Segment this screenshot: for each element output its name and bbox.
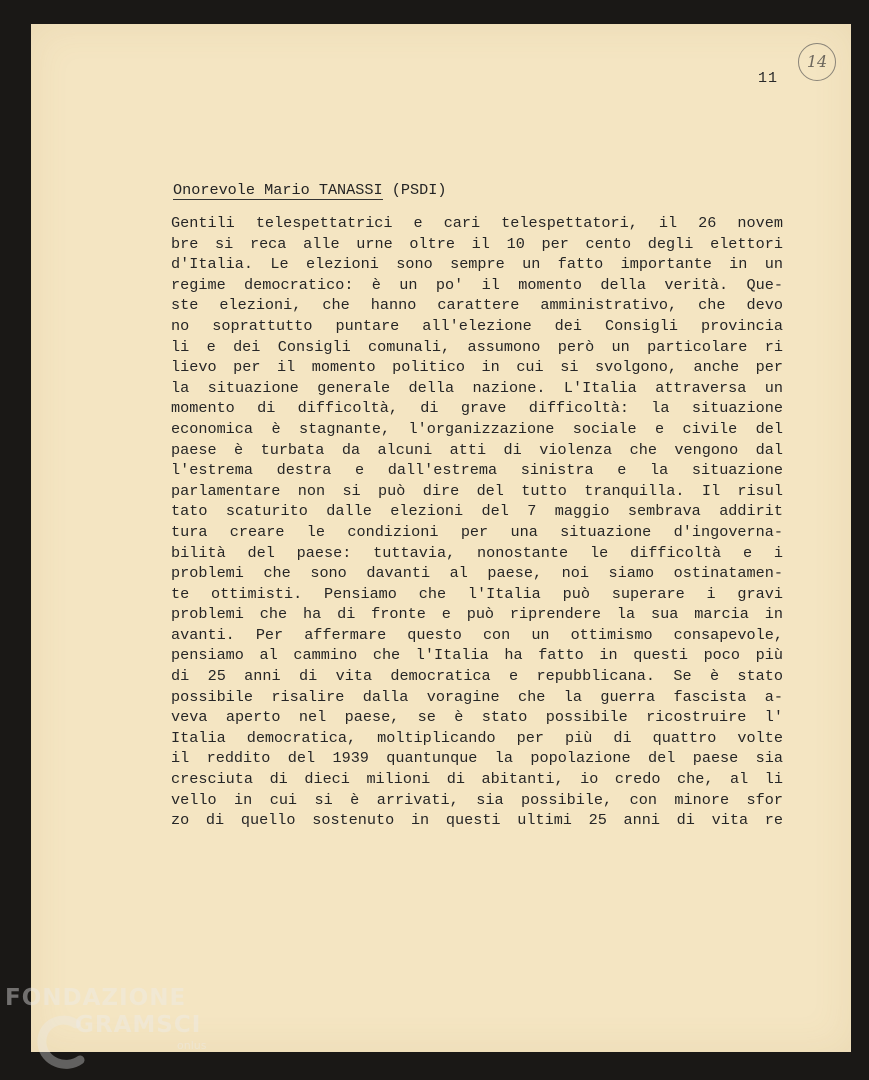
speaker-party: (PSDI) bbox=[391, 181, 447, 199]
speech-line: economica è stagnante, l'organizzazione sociale e civile del bbox=[171, 419, 783, 438]
speech-line: te ottimisti. Pensiamo che l'Italia può superare i gravi bbox=[171, 584, 783, 603]
speech-line: paese è turbata da alcuni atti di violenza che vengono dal bbox=[171, 440, 783, 459]
speech-line: parlamentare non si può dire del tutto tranquilla. Il risul bbox=[171, 481, 783, 500]
speech-line: avanti. Per affermare questo con un ottimismo consapevole, bbox=[171, 625, 783, 644]
speech-line: cresciuta di dieci milioni di abitanti, io credo che, al li bbox=[171, 770, 783, 789]
speech-line: veva aperto nel paese, se è stato possibile ricostruire l' bbox=[171, 708, 783, 727]
speech-line: d'Italia. Le elezioni sono sempre un fatto importante in un bbox=[171, 255, 783, 274]
watermark-line-3: onlus bbox=[177, 1039, 207, 1052]
speech-line: li e dei Consigli comunali, assumono però un particolare ri bbox=[171, 337, 783, 356]
speaker-name: Onorevole Mario TANASSI bbox=[173, 181, 383, 199]
speech-line: di 25 anni di vita democratica e repubblicana. Se è stato bbox=[171, 667, 783, 686]
speech-line: l'estrema destra e dall'estrema sinistra e la situazione bbox=[171, 461, 783, 480]
speech-line: problemi che sono davanti al paese, noi siamo ostinatamen- bbox=[171, 564, 783, 583]
speech-line: tato scaturito dalle elezioni del 7 maggio sembrava addirit bbox=[171, 502, 783, 521]
speech-line: tura creare le condizioni per una situazione d'ingoverna- bbox=[171, 522, 783, 541]
speech-line: problemi che ha di fronte e può riprendere la sua marcia in bbox=[171, 605, 783, 624]
speech-line: bre si reca alle urne oltre il 10 per cento degli elettori bbox=[171, 234, 783, 253]
speech-line: Gentili telespettatrici e cari telespettatori, il 26 novem bbox=[171, 214, 783, 232]
speech-line: zo di quello sostenuto in questi ultimi 25 anni di vita re bbox=[171, 811, 783, 830]
speech-line: bilità del paese: tuttavia, nonostante le difficoltà e i bbox=[171, 543, 783, 562]
fondazione-gramsci-watermark bbox=[5, 985, 206, 1053]
archive-page-mark: 14 bbox=[798, 43, 836, 81]
watermark-line-2: GRAMSCI bbox=[75, 1012, 202, 1038]
speech-line: vello in cui si è arrivati, sia possibile, con minore sfor bbox=[171, 790, 783, 809]
speaker-heading bbox=[173, 181, 446, 199]
watermark-line-1: FONDAZIONE bbox=[5, 985, 187, 1011]
speech-line: la situazione generale della nazione. L'Italia attraversa un bbox=[171, 378, 783, 397]
speech-line: momento di difficoltà, di grave difficoltà: la situazione bbox=[171, 399, 783, 418]
speech-text bbox=[171, 213, 783, 831]
speech-line: regime democratico: è un po' il momento della verità. Que- bbox=[171, 275, 783, 294]
speech-line: no soprattutto puntare all'elezione dei Consigli provincia bbox=[171, 316, 783, 335]
speech-line: ste elezioni, che hanno carattere amministrativo, che devo bbox=[171, 296, 783, 315]
page-number: 11 bbox=[758, 70, 779, 87]
speech-line: lievo per il momento politico in cui si svolgono, anche per bbox=[171, 358, 783, 377]
speech-line: Italia democratica, moltiplicando per più di quattro volte bbox=[171, 728, 783, 747]
speech-line: il reddito del 1939 quantunque la popolazione del paese sia bbox=[171, 749, 783, 768]
speech-line: possibile risalire dalla voragine che la guerra fascista a- bbox=[171, 687, 783, 706]
speech-line: pensiamo al cammino che l'Italia ha fatto in questi poco più bbox=[171, 646, 783, 665]
